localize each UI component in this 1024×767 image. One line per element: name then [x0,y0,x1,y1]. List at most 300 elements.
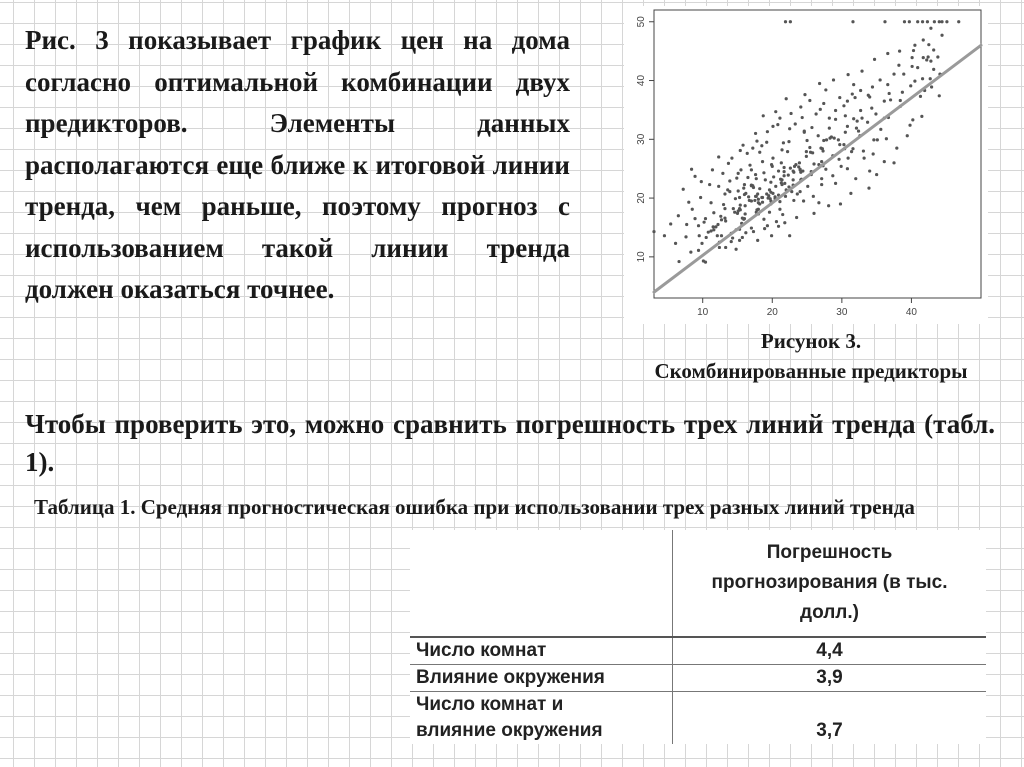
table-header-error [673,530,987,637]
data-point [746,176,749,179]
data-point [817,201,820,204]
data-point [735,176,738,179]
data-point [838,96,841,99]
data-point [723,207,726,210]
data-point [863,157,866,160]
data-point [712,228,715,231]
data-point [732,207,735,210]
data-point [922,38,925,41]
data-point [690,168,693,171]
data-point [724,246,727,249]
data-point [901,91,904,94]
data-point [908,20,911,23]
data-point [929,27,932,30]
data-point [883,160,886,163]
data-point [886,52,889,55]
data-point [788,127,791,130]
data-point [780,161,783,164]
data-point [883,20,886,23]
data-point [723,216,726,219]
figure-caption-number: Рисунок 3. [760,329,862,353]
data-point [885,137,888,140]
data-point [755,177,758,180]
data-point [792,169,795,172]
data-point [742,186,745,189]
data-point [930,85,933,88]
data-point [780,178,783,181]
data-point [754,132,757,135]
data-point [652,230,655,233]
data-point [726,188,729,191]
data-point [872,138,875,141]
data-point [720,218,723,221]
data-point [879,128,882,131]
data-point [803,129,806,132]
data-point [752,230,755,233]
data-point [767,194,770,197]
data-point [774,185,777,188]
data-point [852,117,855,120]
data-point [840,165,843,168]
data-point [833,137,836,140]
data-point [938,94,941,97]
data-point [716,234,719,237]
data-point [920,115,923,118]
data-point [739,204,742,207]
data-point [737,189,740,192]
data-point [913,80,916,83]
data-point [754,173,757,176]
data-point [812,212,815,215]
data-point [872,152,875,155]
table-cell-predictor-line: Число комнат и [416,694,564,715]
data-point [886,83,889,86]
data-point [832,78,835,81]
data-point [828,137,831,140]
table-header-error-line: долл.) [800,602,859,623]
data-point [851,92,854,95]
data-point [933,20,936,23]
data-point [762,114,765,117]
data-point [806,185,809,188]
data-point [810,126,813,129]
data-point [936,55,939,58]
data-point [801,116,804,119]
data-point [774,110,777,113]
data-point [787,140,790,143]
error-table [410,530,986,744]
data-point [846,167,849,170]
data-point [771,125,774,128]
data-point [697,224,700,227]
data-point [783,174,786,177]
data-point [929,77,932,80]
data-point [902,72,905,75]
data-point [731,236,734,239]
data-point [938,20,941,23]
data-point [704,261,707,264]
data-point [897,64,900,67]
data-point [834,182,837,185]
data-point [817,134,820,137]
data-point [750,226,753,229]
table-cell-error: 4,4 [673,637,987,665]
data-point [761,201,764,204]
data-point [820,160,823,163]
table-row [410,692,986,745]
data-point [717,185,720,188]
data-point [929,60,932,63]
x-tick-label: 20 [766,307,778,318]
data-point [808,99,811,102]
data-point [739,208,742,211]
data-point [697,249,700,252]
data-point [812,195,815,198]
data-point [921,20,924,23]
data-point [821,147,824,150]
data-point [693,175,696,178]
data-point [921,77,924,80]
data-point [859,89,862,92]
data-point [770,234,773,237]
data-point [719,215,722,218]
data-point [789,112,792,115]
data-point [783,166,786,169]
data-point [743,217,746,220]
data-point [730,240,733,243]
data-point [750,168,753,171]
table-header-predictor [410,530,673,637]
data-point [782,141,785,144]
data-point [805,139,808,142]
data-point [825,138,828,141]
data-point [778,208,781,211]
data-point [771,157,774,160]
data-point [685,223,688,226]
data-point [689,251,692,254]
data-point [758,151,761,154]
data-point [702,221,705,224]
data-point [786,150,789,153]
data-point [698,234,701,237]
data-point [783,221,786,224]
table-cell-error: 3,7 [816,720,843,741]
data-point [932,48,935,51]
data-point [783,182,786,185]
data-point [762,218,765,221]
data-point [879,78,882,81]
data-point [780,148,783,151]
table-cell-predictor [410,692,673,745]
data-point [787,174,790,177]
data-point [755,139,758,142]
data-point [778,200,781,203]
data-point [927,55,930,58]
data-point [908,124,911,127]
data-point [770,163,773,166]
data-point [777,169,780,172]
data-point [711,168,714,171]
data-point [789,20,792,23]
data-point [856,119,859,122]
data-point [844,114,847,117]
data-point [834,118,837,121]
data-point [831,174,834,177]
data-point [868,169,871,172]
data-point [744,231,747,234]
data-point [718,246,721,249]
table-cell-predictor-line: Число комнат [416,640,547,661]
data-point [851,147,854,150]
data-point [716,223,719,226]
data-point [850,150,853,153]
data-point [733,211,736,214]
data-point [808,146,811,149]
data-point [700,242,703,245]
data-point [822,139,825,142]
data-point [803,93,806,96]
table-cell-predictor-line: Влияние окружения [416,667,605,688]
data-point [744,192,747,195]
data-point [906,134,909,137]
data-point [802,199,805,202]
data-point [889,98,892,101]
data-point [712,211,715,214]
data-point [734,248,737,251]
data-point [793,165,796,168]
scatter-chart [624,6,988,324]
data-point [847,157,850,160]
data-point [870,107,873,110]
data-point [748,199,751,202]
scatter-figure [624,6,988,324]
data-point [839,202,842,205]
data-point [855,127,858,130]
table-cell-predictor-line: влияние окружения [416,720,603,741]
data-point [822,102,825,105]
data-point [741,144,744,147]
data-point [751,147,754,150]
error-table-container [410,530,986,744]
data-point [717,155,720,158]
data-point [758,187,761,190]
data-point [760,144,763,147]
data-point [876,138,879,141]
x-tick-label: 10 [697,307,709,318]
x-tick-label: 30 [836,307,848,318]
data-point [898,50,901,53]
data-point [805,155,808,158]
data-point [721,172,724,175]
data-point [922,56,925,59]
data-point [812,162,815,165]
data-point [756,239,759,242]
data-point [693,217,696,220]
data-point [765,141,768,144]
data-point [738,196,741,199]
data-point [737,172,740,175]
data-point [815,112,818,115]
data-point [838,143,841,146]
data-point [862,149,865,152]
data-point [753,199,756,202]
data-point [730,157,733,160]
data-point [743,183,746,186]
data-point [722,203,725,206]
data-point [797,165,800,168]
data-point [873,58,876,61]
data-point [768,188,771,191]
data-point [940,34,943,37]
data-point [760,196,763,199]
data-point [794,122,797,125]
data-point [778,117,781,120]
data-point [781,213,784,216]
data-point [846,125,849,128]
table-cell-error: 3,9 [673,665,987,692]
data-point [913,44,916,47]
data-point [892,161,895,164]
data-point [677,260,680,263]
data-point [792,178,795,181]
data-point [700,180,703,183]
data-point [860,70,863,73]
data-point [744,212,747,215]
data-point [663,234,666,237]
data-point [844,131,847,134]
data-point [827,204,830,207]
data-point [874,112,877,115]
data-point [911,118,914,121]
data-point [674,242,677,245]
table-cell-predictor [410,665,673,692]
trend-line [654,45,981,292]
data-point [837,158,840,161]
data-point [852,83,855,86]
data-point [846,100,849,103]
data-point [757,201,760,204]
data-point [828,127,831,130]
data-point [792,199,795,202]
data-point [682,188,685,191]
data-point [805,150,808,153]
data-point [860,117,863,120]
data-point [771,192,774,195]
data-point [916,66,919,69]
data-point [927,43,930,46]
data-point [757,208,760,211]
data-point [738,239,741,242]
table-header-row [410,530,986,637]
data-point [746,152,749,155]
data-point [777,225,780,228]
data-point [785,97,788,100]
data-point [687,201,690,204]
data-point [727,162,730,165]
data-point [849,192,852,195]
data-point [911,65,914,68]
table-header-error-line: прогнозирования (в тыс. [711,572,948,593]
y-tick-label: 30 [636,133,647,145]
paragraph-compare: Чтобы проверить это, можно сравнить погрешность трех линий тренда (табл. 1). [25,409,995,477]
data-point [926,20,929,23]
figure-caption [586,326,1024,386]
data-point [756,192,759,195]
data-point [824,168,827,171]
data-point [903,20,906,23]
data-point [761,160,764,163]
data-point [916,20,919,23]
data-point [739,168,742,171]
data-point [776,123,779,126]
data-point [940,20,943,23]
data-point [789,167,792,170]
data-point [819,108,822,111]
data-point [739,149,742,152]
data-point [751,184,754,187]
table-cell-predictor [410,637,673,665]
data-point [780,183,783,186]
data-point [866,121,869,124]
data-point [796,192,799,195]
data-point [669,222,672,225]
data-point [867,94,870,97]
data-point [707,231,710,234]
data-point [820,183,823,186]
data-point [705,236,708,239]
data-point [859,109,862,112]
data-point [919,95,922,98]
data-point [677,214,680,217]
y-tick-label: 40 [636,74,647,87]
x-tick-label: 40 [905,307,917,318]
data-point [762,171,765,174]
data-point [867,186,870,189]
y-tick-label: 50 [636,16,647,28]
data-point [854,177,857,180]
data-point [709,229,712,232]
data-point [842,143,845,146]
data-point [875,173,878,176]
data-point [932,68,935,71]
data-point [769,181,772,184]
data-point [883,100,886,103]
data-point [764,178,767,181]
data-point [788,234,791,237]
data-point [684,235,687,238]
data-point [766,130,769,133]
data-point [842,104,845,107]
data-point [895,147,898,150]
data-point [909,84,912,87]
data-point [799,171,802,174]
data-point [851,20,854,23]
data-point [837,138,840,141]
data-point [747,195,750,198]
data-point [871,85,874,88]
data-point [734,197,737,200]
data-point [799,190,802,193]
data-point [799,105,802,108]
data-point [728,179,731,182]
data-point [708,183,711,186]
data-point [857,129,860,132]
data-point [847,73,850,76]
data-point [824,88,827,91]
data-point [899,99,902,102]
y-tick-label: 20 [636,192,647,204]
data-point [945,20,948,23]
